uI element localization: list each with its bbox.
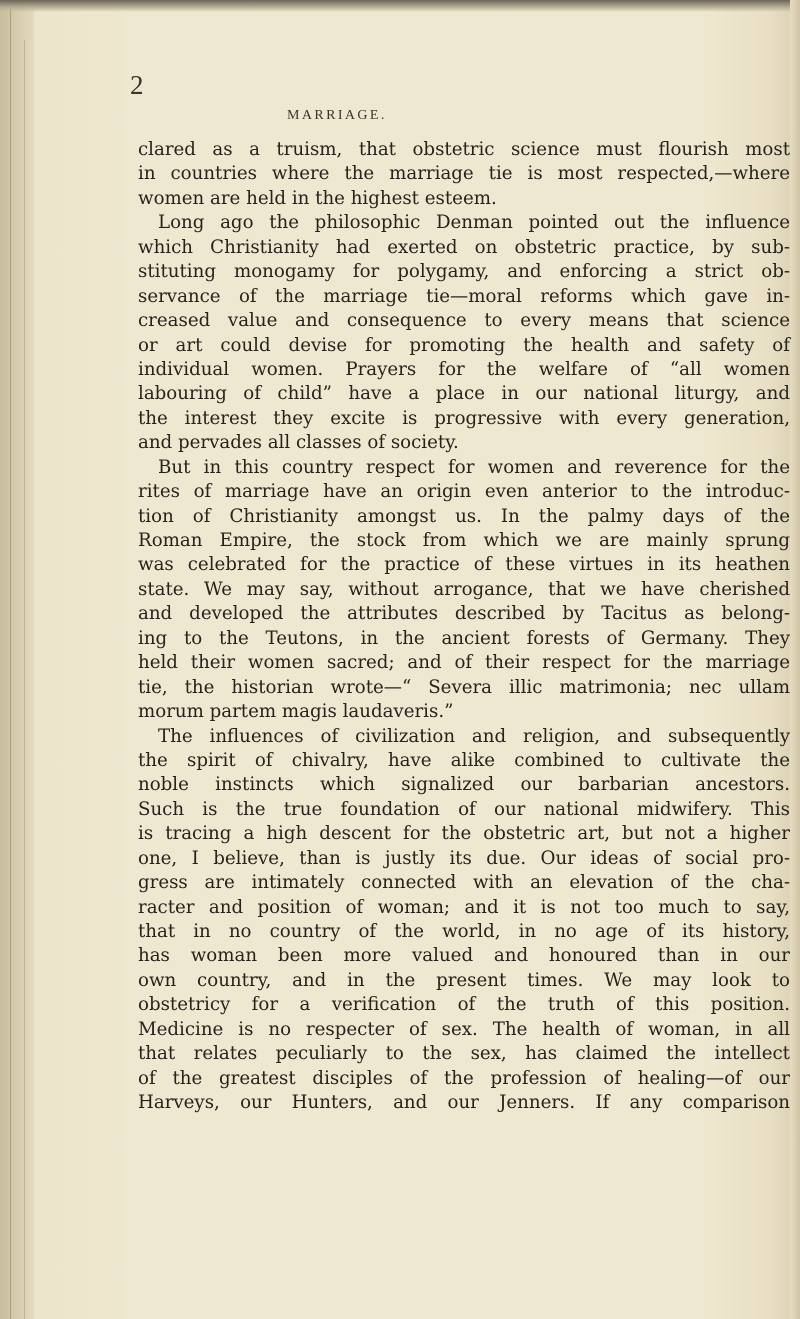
page-header bbox=[130, 70, 770, 123]
text-line: in countries where the marriage tie is most respected,—where bbox=[138, 163, 790, 185]
text-line: ing to the Teutons, in the ancient forests of Germany. They bbox=[138, 627, 790, 649]
text-line: The influences of civilization and religion, and subsequently bbox=[158, 725, 790, 747]
text-line: which Christianity had exerted on obstetric practice, by sub- bbox=[138, 236, 790, 258]
text-line: tion of Christianity amongst us. In the palmy days of the bbox=[138, 505, 790, 527]
text-line: labouring of child” have a place in our national liturgy, and bbox=[138, 383, 790, 405]
text-line: of the greatest disciples of the profession of healing—of our bbox=[138, 1067, 790, 1089]
page-top-edge bbox=[0, 0, 800, 12]
page-gutter-shadow bbox=[0, 0, 34, 1319]
text-line: Long ago the philosophic Denman pointed out the influence bbox=[158, 212, 790, 234]
text-line: the interest they excite is progressive with every generation, bbox=[138, 407, 790, 429]
text-line: and pervades all classes of society. bbox=[138, 432, 459, 454]
text-line: Roman Empire, the stock from which we are mainly sprung bbox=[138, 530, 790, 551]
text-line: the spirit of chivalry, have alike combined to cultivate the bbox=[138, 749, 790, 771]
text-line: that in no country of the world, in no age of its history, bbox=[138, 921, 790, 942]
text-line: tie, the historian wrote—“ Severa illic matrimonia; nec ullam bbox=[138, 676, 790, 698]
text-line: women are held in the highest esteem. bbox=[138, 187, 497, 209]
text-line: or art could devise for promoting the health and safety of bbox=[138, 334, 790, 356]
text-line: gress are intimately connected with an elevation of the cha- bbox=[138, 872, 790, 894]
text-line: individual women. Prayers for the welfare of “all women bbox=[138, 358, 790, 380]
page-number: 2 bbox=[130, 70, 144, 100]
text-line: But in this country respect for women and reverence for the bbox=[158, 456, 790, 478]
text-line: Such is the true foundation of our national midwifery. This bbox=[138, 798, 790, 820]
text-line: rites of marriage have an origin even anterior to the introduc- bbox=[138, 481, 790, 503]
gutter-line bbox=[10, 0, 11, 1319]
text-line: was celebrated for the practice of these virtues in its heathen bbox=[138, 554, 790, 576]
text-line: obstetricy for a verification of the truth of this position. bbox=[138, 994, 790, 1016]
page-right-edge bbox=[790, 0, 800, 1319]
text-line: creased value and consequence to every means that science bbox=[138, 310, 790, 332]
text-line: is tracing a high descent for the obstetric art, but not a higher bbox=[138, 823, 790, 845]
text-line: Harveys, our Hunters, and our Jenners. If any comparison bbox=[138, 1092, 790, 1114]
text-line: state. We may say, without arrogance, that we have cherished bbox=[138, 578, 790, 600]
text-line: and developed the attributes described by Tacitus as belong- bbox=[138, 603, 790, 625]
text-line: servance of the marriage tie—moral reforms which gave in- bbox=[138, 285, 790, 307]
text-line: stituting monogamy for polygamy, and enforcing a strict ob- bbox=[138, 261, 790, 283]
text-line: own country, and in the present times. We may look to bbox=[138, 969, 790, 991]
text-line: Medicine is no respecter of sex. The health of woman, in all bbox=[138, 1018, 790, 1040]
text-line: that relates peculiarly to the sex, has claimed the intellect bbox=[138, 1043, 790, 1065]
text-line: morum partem magis laudaveris.” bbox=[138, 701, 454, 723]
text-line: noble instincts which signalized our barbarian ancestors. bbox=[138, 774, 790, 796]
text-line: racter and position of woman; and it is not too much to say, bbox=[138, 896, 790, 918]
body-text bbox=[138, 138, 790, 1116]
text-line: has woman been more valued and honoured than in our bbox=[138, 945, 790, 967]
text-line: one, I believe, than is justly its due. Our ideas of social pro- bbox=[138, 847, 790, 869]
text-line: held their women sacred; and of their respect for the marriage bbox=[138, 652, 790, 674]
running-head: MARRIAGE. bbox=[287, 108, 387, 123]
gutter-line bbox=[24, 40, 25, 1319]
text-line: clared as a truism, that obstetric science must flourish most bbox=[138, 139, 790, 160]
